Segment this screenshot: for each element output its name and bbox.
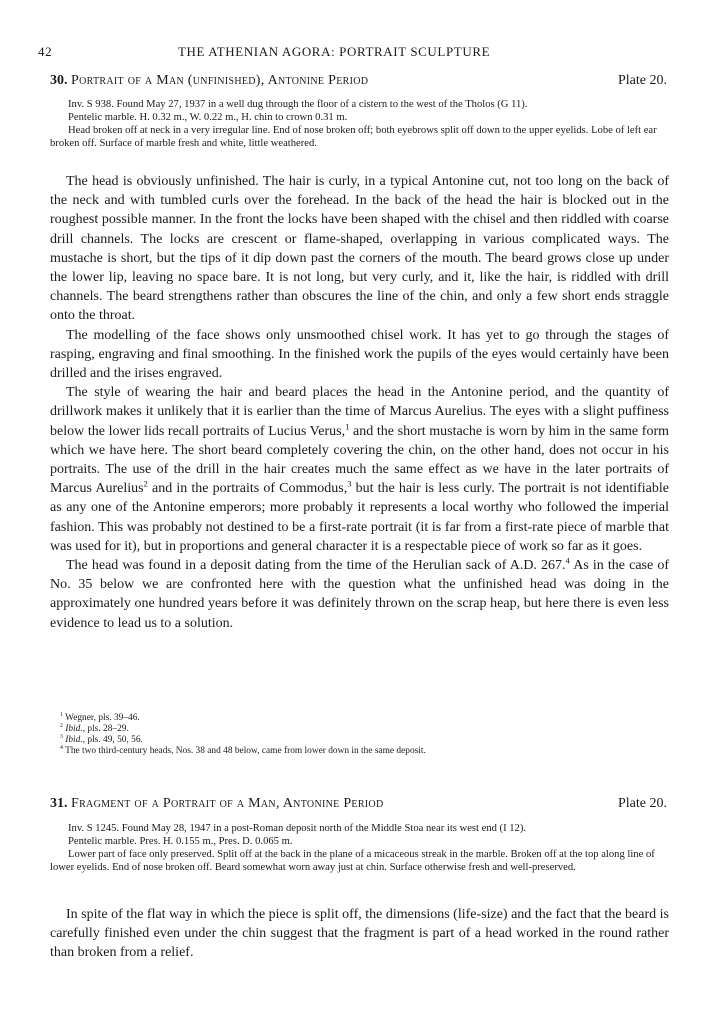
entry-30-catalogue — [50, 98, 669, 150]
page-number: 42 — [38, 44, 53, 59]
entry-31-plate: Plate 20. — [618, 796, 667, 811]
text-run: and in the portraits of Commodus, — [147, 481, 348, 497]
running-title: THE ATHENIAN AGORA: PORTRAIT SCULPTURE — [178, 44, 491, 59]
entry-31-material: Pentelic marble. Pres. H. 0.155 m., Pres. D. 0.065 m. — [68, 836, 293, 847]
footnote-mark: 2 — [60, 722, 63, 729]
text-run: but the hair is less curly. The portrait is not identifiable as any one of the Antonine emperors; more probably it represents a local worthy who followed the imperial fashion. This was probably not destined to be a first-rate portrait (it is far from a first-rate piece of marble that was used for it), but in proportions and general character it is a respectable piece of work so far as it goes. — [50, 481, 669, 554]
footnote-ref-4: 4 — [565, 555, 570, 566]
footnote-mark: 4 — [60, 744, 63, 751]
footnote-3 — [60, 735, 659, 746]
text-run: The style of wearing the hair and beard places the head in the Antonine period, and the quantity of drillwork makes it unlikely that it is earlier than the time of Marcus Aurelius. The eyes with a slight puffiness below the lower lids recall portraits of Lucius Verus, — [50, 385, 669, 439]
entry-30-paragraph — [50, 556, 669, 633]
footnote-text: The two third-century heads, Nos. 38 and 48 below, came from lower down in the same deposit. — [65, 746, 426, 756]
footnote-mark: 3 — [60, 733, 63, 740]
entry-31-title: Fragment of a Portrait of a Man, Antonine Period — [71, 796, 384, 811]
footnote-text: Wegner, pls. 39–46. — [65, 713, 140, 723]
entry-30-paragraph: The modelling of the face shows only unsmoothed chisel work. It has yet to go through the stages of rasping, engraving and final smoothing. In the finished work the pupils of the eyes would certainly have been drilled and the irises engraved. — [50, 327, 669, 382]
entry-30-paragraph: The head is obviously unfinished. The hair is curly, in a typical Antonine cut, not too long on the back of the neck and with tumbled curls over the forehead. In the back of the head the hair is blocked out in the roughest possible manner. In the front the locks have been shaped with the chisel and then riddled with coarse drill channels. The locks are crescent or flame-shaped, overlapping in various complicated ways. The mustache is short, but the tips of it dip down past the corners of the mouth. The beard grows close up under the lower lip, leaving no space bare. It is not long, but very curly, and it, like the hair, is riddled with drill channels. The beard strengthens rather than obscures the line of the chin, and only a few short ends straggle onto the throat. — [50, 174, 669, 324]
entry-30-paragraph — [50, 383, 669, 556]
entry-30-text — [50, 172, 669, 633]
footnote-1 — [60, 713, 659, 724]
text-run: The head was found in a deposit dating from the time of the Herulian sack of A.D. 267. — [66, 558, 566, 574]
footnote-text: , pls. 28–29. — [82, 724, 129, 734]
text-run: and the short mustache is worn by him in the same form which we have here. The short beard completely covering the chin, on the other hand, does not occur in his portraits. The use of the drill in the hair creates much the same effect as we have in the later portraits of Marcus Aurelius — [50, 423, 669, 497]
entry-30-title: Portrait of a Man (unfinished), Antonine Period — [71, 73, 369, 88]
entry-31-paragraph: In spite of the flat way in which the piece is split off, the dimensions (life-size) and the fact that the beard is carefully finished even under the chin suggest that the fragment is part of a head worked in the round rather than broken from a relief. — [50, 907, 669, 961]
entry-31-catalogue — [50, 822, 669, 874]
footnote-ref-1: 1 — [345, 420, 350, 431]
entry-31-condition: Lower part of face only preserved. Split off at the back in the plane of a micaceous streak in the marble. Broken off at the top along line of lower eyelids. End of nose broken off. Beard somewhat worn away just at chin. Surface otherwise fresh and well-preserved. — [50, 849, 655, 873]
entry-30-condition: Head broken off at neck in a very irregular line. End of nose broken off; both eyebrows split off down to the upper eyelids. Lobe of left ear broken off. Surface of marble fresh and white, little weathered. — [50, 125, 657, 149]
footnote-ref-3: 3 — [347, 478, 352, 489]
footnote-mark: 1 — [60, 711, 63, 718]
entry-30-number: 30. — [50, 73, 68, 88]
running-head — [38, 44, 681, 62]
footnote-2 — [60, 724, 659, 735]
entry-30-inventory: Inv. S 938. Found May 27, 1937 in a well dug through the floor of a cistern to the west of the Tholos (G 11). — [68, 99, 528, 110]
entry-31-inventory: Inv. S 1245. Found May 28, 1947 in a post-Roman deposit north of the Middle Stoa near its west end (I 12). — [68, 823, 527, 834]
footnote-ref-2: 2 — [143, 478, 148, 489]
entry-31-heading — [50, 796, 667, 814]
footnote-4 — [60, 746, 659, 757]
entry-30-heading — [50, 73, 667, 91]
footnotes — [60, 713, 659, 757]
entry-31-text — [50, 905, 669, 963]
footnote-ibid: Ibid. — [65, 724, 83, 734]
entry-30-plate: Plate 20. — [618, 73, 667, 88]
entry-31-number: 31. — [50, 796, 68, 811]
footnote-ibid: Ibid. — [65, 735, 83, 745]
footnote-text: , pls. 49, 50, 56. — [82, 735, 143, 745]
entry-30-material: Pentelic marble. H. 0.32 m., W. 0.22 m., H. chin to crown 0.31 m. — [68, 112, 348, 123]
text-run: As in the case of No. 35 below we are confronted here with the question what the unfinished head was doing in the approximately one hundred years before it was definitely thrown on the scrap heap, but here there is even less evidence to lead us to a solution. — [50, 558, 669, 631]
